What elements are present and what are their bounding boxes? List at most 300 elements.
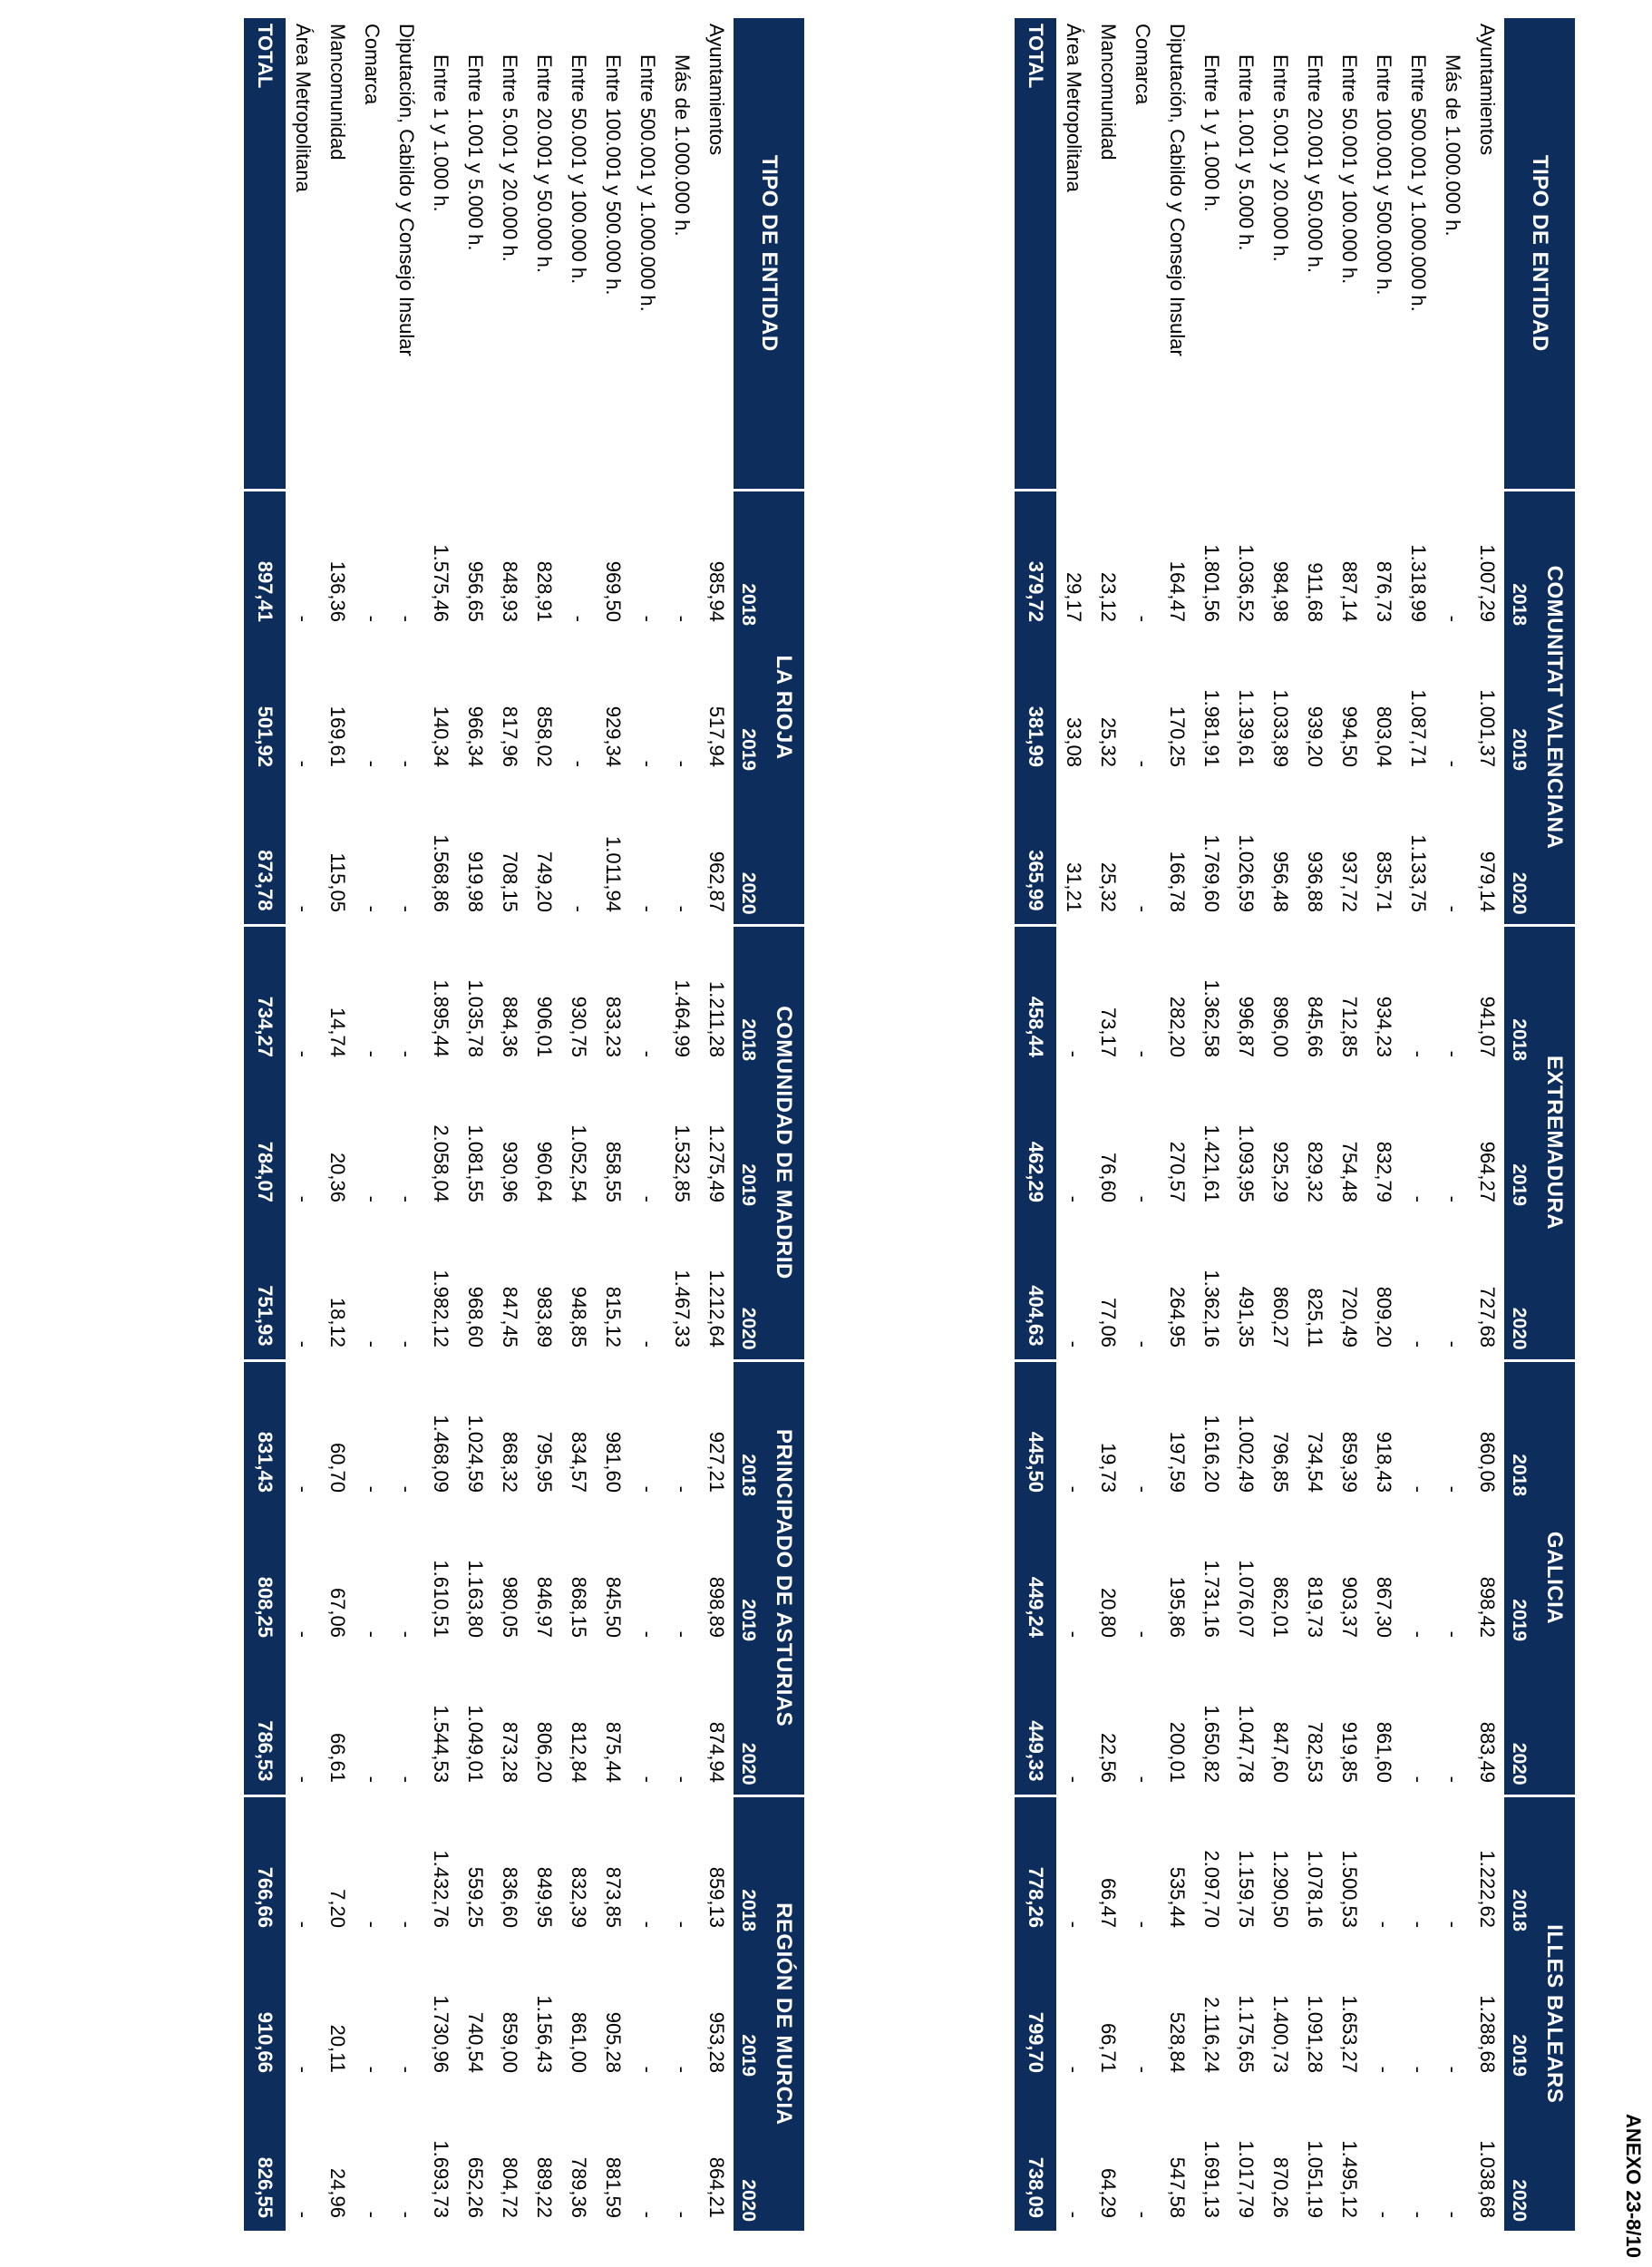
value-cell: 754,48 <box>1338 1141 1361 1202</box>
value-cell: 1.532,85 <box>671 1124 694 1202</box>
row-label: Entre 50.001 y 100.000 h. <box>1338 54 1361 285</box>
total-value: 734,27 <box>244 925 286 1070</box>
value-cell: - <box>671 905 694 912</box>
total-value: 738,09 <box>1015 2086 1056 2231</box>
value-cell: - <box>637 1776 659 1783</box>
table-row <box>492 18 527 2231</box>
total-value: 897,41 <box>244 490 286 635</box>
value-cell: - <box>637 1630 659 1638</box>
table-row <box>423 18 458 2231</box>
year-header: 2020 <box>734 1215 763 1360</box>
value-cell: 77,06 <box>1097 1297 1120 1348</box>
row-label: Ayuntamientos <box>1476 24 1499 156</box>
value-cell: 1.036,52 <box>1235 544 1258 622</box>
value-cell: 846,97 <box>533 1576 556 1638</box>
value-cell: - <box>292 1195 315 1202</box>
value-cell: 934,23 <box>1373 996 1395 1057</box>
value-cell: 33,08 <box>1063 716 1085 767</box>
value-cell: 964,27 <box>1476 1141 1499 1202</box>
value-cell: 23,12 <box>1097 571 1120 622</box>
value-cell: 859,13 <box>705 1866 728 1928</box>
row-label: Ayuntamientos <box>705 24 728 156</box>
value-cell: - <box>292 905 315 912</box>
value-cell: - <box>1132 905 1154 912</box>
value-cell: - <box>671 1921 694 1928</box>
value-cell: 979,14 <box>1476 851 1499 912</box>
value-cell: 861,60 <box>1373 1721 1395 1783</box>
total-value: 501,92 <box>244 635 286 780</box>
value-cell: 1.981,91 <box>1200 689 1223 767</box>
table-block-2 <box>244 18 804 2231</box>
value-cell: - <box>1442 1921 1464 1928</box>
value-cell: 1.769,60 <box>1200 834 1223 912</box>
year-header: 2020 <box>734 780 763 925</box>
value-cell: - <box>671 1776 694 1783</box>
table-row <box>1194 18 1229 2231</box>
total-value: 462,29 <box>1015 1070 1056 1215</box>
value-cell: - <box>1442 1630 1464 1638</box>
table-row <box>355 18 389 2231</box>
value-cell: 862,01 <box>1269 1576 1292 1638</box>
row-label: Área Metropolitana <box>292 24 315 192</box>
value-cell: 825,11 <box>1304 1288 1326 1348</box>
value-cell: 1.011,94 <box>602 835 625 912</box>
value-cell: 1.049,01 <box>464 1705 487 1783</box>
year-header: 2019 <box>734 1941 763 2086</box>
value-cell: 860,06 <box>1476 1431 1499 1493</box>
value-cell: 829,32 <box>1304 1141 1326 1202</box>
value-cell: - <box>1132 2066 1154 2073</box>
total-value: 873,78 <box>244 780 286 925</box>
region-header: LA RIOJA <box>763 490 804 925</box>
value-cell: 25,32 <box>1097 861 1120 912</box>
value-cell: 1.001,37 <box>1476 689 1499 767</box>
value-cell: - <box>637 1340 659 1348</box>
row-label: Entre 5.001 y 20.000 h. <box>1269 54 1292 262</box>
total-value: 404,63 <box>1015 1215 1056 1360</box>
total-value: 778,26 <box>1015 1795 1056 1941</box>
value-cell: - <box>395 1195 418 1202</box>
value-cell: 817,96 <box>499 705 521 767</box>
value-cell: - <box>395 2066 418 2073</box>
value-cell: - <box>292 1485 315 1493</box>
value-cell: 1.139,61 <box>1235 689 1258 767</box>
value-cell: - <box>361 1776 384 1783</box>
value-cell: - <box>568 760 590 767</box>
value-cell: 884,36 <box>499 996 521 1057</box>
value-cell: 1.653,27 <box>1338 1995 1361 2073</box>
value-cell: 860,27 <box>1269 1286 1292 1348</box>
table-row <box>389 18 423 2231</box>
value-cell: - <box>361 2066 384 2073</box>
value-cell: 873,85 <box>602 1866 625 1928</box>
value-cell: - <box>671 1630 694 1638</box>
value-cell: 1.175,65 <box>1235 1995 1258 2073</box>
value-cell: 528,84 <box>1166 2011 1189 2073</box>
total-value: 751,93 <box>244 1215 286 1360</box>
value-cell: 939,20 <box>1304 705 1326 767</box>
value-cell: - <box>1442 615 1464 622</box>
row-label: Comarca <box>1132 24 1154 105</box>
year-header: 2019 <box>1504 1505 1533 1650</box>
value-cell: 803,04 <box>1373 705 1395 767</box>
value-cell: 19,73 <box>1097 1442 1120 1493</box>
value-cell: - <box>292 1050 315 1057</box>
value-cell: 849,95 <box>533 1866 556 1928</box>
value-cell: 1.091,28 <box>1304 1995 1326 2073</box>
value-cell: 708,15 <box>499 851 521 912</box>
total-value: 365,99 <box>1015 780 1056 925</box>
value-cell: 875,44 <box>602 1721 625 1783</box>
value-cell: - <box>1407 2211 1430 2218</box>
value-cell: - <box>1442 2066 1464 2073</box>
year-header: 2019 <box>1504 635 1533 780</box>
annex-label: ANEXO 23-8/10 <box>1622 2114 1645 2258</box>
value-cell: 874,94 <box>705 1721 728 1783</box>
value-cell: 1.650,82 <box>1200 1705 1223 1783</box>
value-cell: - <box>1407 1340 1430 1348</box>
value-cell: 1.212,64 <box>705 1270 728 1348</box>
value-cell: 845,50 <box>602 1576 625 1638</box>
value-cell: 795,95 <box>533 1431 556 1493</box>
value-cell: 1.211,28 <box>705 980 728 1057</box>
value-cell: 24,96 <box>326 2167 349 2218</box>
value-cell: - <box>395 2211 418 2218</box>
value-cell: - <box>292 1630 315 1638</box>
row-label: Entre 1.001 y 5.000 h. <box>1235 54 1258 251</box>
value-cell: 164,47 <box>1166 560 1189 622</box>
row-label: Entre 20.001 y 50.000 h. <box>533 54 556 273</box>
value-cell: 867,30 <box>1373 1576 1395 1638</box>
value-cell: 1.002,49 <box>1235 1415 1258 1493</box>
value-cell: - <box>395 1485 418 1493</box>
value-cell: - <box>1442 760 1464 767</box>
value-cell: 1.464,99 <box>671 979 694 1057</box>
value-cell: 1.693,73 <box>430 2140 452 2218</box>
region-header: ILLES BALEARS <box>1533 1795 1575 2231</box>
value-cell: 812,84 <box>568 1721 590 1783</box>
value-cell: 889,22 <box>533 2156 556 2218</box>
table-row <box>630 18 665 2231</box>
year-header: 2018 <box>1504 925 1533 1070</box>
value-cell: 559,25 <box>464 1866 487 1928</box>
value-cell: - <box>395 1630 418 1638</box>
value-cell: - <box>1407 1921 1430 1928</box>
value-cell: 845,66 <box>1304 996 1326 1057</box>
value-cell: 652,26 <box>464 2156 487 2218</box>
year-header: 2019 <box>734 635 763 780</box>
value-cell: 1.495,12 <box>1338 2140 1361 2218</box>
value-cell: 966,34 <box>464 705 487 767</box>
value-cell: 929,34 <box>602 705 625 767</box>
value-cell: 264,95 <box>1166 1286 1189 1348</box>
value-cell: 1.076,07 <box>1235 1560 1258 1638</box>
value-cell: 1.421,61 <box>1200 1124 1223 1202</box>
value-cell: - <box>1407 1485 1430 1493</box>
value-cell: - <box>637 2066 659 2073</box>
value-cell: - <box>1132 760 1154 767</box>
value-cell: 782,53 <box>1304 1721 1326 1783</box>
value-cell: 1.467,33 <box>671 1270 694 1348</box>
value-cell: 936,88 <box>1304 851 1326 912</box>
value-cell: 796,85 <box>1269 1431 1292 1493</box>
value-cell: 1.051,19 <box>1304 2140 1326 2218</box>
row-label: Diputación, Cabildo y Consejo Insular <box>395 24 418 356</box>
value-cell: 833,23 <box>602 996 625 1057</box>
value-cell: - <box>1063 1050 1085 1057</box>
region-header-row <box>1533 18 1575 2231</box>
year-header: 2019 <box>1504 1070 1533 1215</box>
row-label: Área Metropolitana <box>1063 24 1085 192</box>
entity-type-header: TIPO DE ENTIDAD <box>734 18 804 490</box>
table-row <box>1366 18 1401 2231</box>
value-cell: 60,70 <box>326 1442 349 1493</box>
table-row <box>1435 18 1470 2231</box>
value-cell: - <box>292 1776 315 1783</box>
value-cell: 29,17 <box>1063 571 1085 622</box>
value-cell: 1.038,68 <box>1476 2140 1499 2218</box>
value-cell: 1.362,16 <box>1200 1270 1223 1348</box>
value-cell: 14,74 <box>326 1007 349 1057</box>
value-cell: 1.468,09 <box>430 1415 452 1493</box>
row-label: Entre 100.001 y 500.000 h. <box>602 54 625 296</box>
value-cell: - <box>1063 1776 1085 1783</box>
table-row <box>1056 18 1091 2231</box>
value-cell: 1.024,59 <box>464 1415 487 1493</box>
value-cell: - <box>637 1050 659 1057</box>
value-cell: 200,01 <box>1166 1721 1189 1783</box>
value-cell: 930,75 <box>568 996 590 1057</box>
value-cell: 195,86 <box>1166 1576 1189 1638</box>
value-cell: 847,60 <box>1269 1721 1292 1783</box>
value-cell: 66,47 <box>1097 1877 1120 1928</box>
value-cell: 20,36 <box>326 1152 349 1202</box>
table-row <box>1332 18 1366 2231</box>
region-header-row <box>763 18 804 2231</box>
year-header: 2020 <box>1504 780 1533 925</box>
value-cell: 828,91 <box>533 560 556 622</box>
value-cell: 858,02 <box>533 705 556 767</box>
value-cell: - <box>1132 1921 1154 1928</box>
total-value: 910,66 <box>244 1941 286 2086</box>
value-cell: - <box>1063 2066 1085 2073</box>
year-header: 2018 <box>1504 1360 1533 1505</box>
region-header: COMUNIDAD DE MADRID <box>763 925 804 1360</box>
region-header: PRINCIPADO DE ASTURIAS <box>763 1360 804 1795</box>
row-label: Entre 1 y 1.000 h. <box>430 54 452 212</box>
row-label: Entre 1 y 1.000 h. <box>1200 54 1223 212</box>
row-label: Entre 5.001 y 20.000 h. <box>499 54 521 262</box>
value-cell: 819,73 <box>1304 1576 1326 1638</box>
value-cell: - <box>1442 905 1464 912</box>
total-value: 449,33 <box>1015 1650 1056 1795</box>
region-header: COMUNITAT VALENCIANA <box>1533 490 1575 925</box>
value-cell: - <box>361 1050 384 1057</box>
value-cell: - <box>292 2066 315 2073</box>
value-cell: 282,20 <box>1166 996 1189 1057</box>
value-cell: 896,00 <box>1269 996 1292 1057</box>
total-label: TOTAL <box>1015 18 1056 490</box>
value-cell: 2.097,70 <box>1200 1850 1223 1928</box>
value-cell: 76,60 <box>1097 1152 1120 1202</box>
value-cell: - <box>568 905 590 912</box>
value-cell: 535,44 <box>1166 1866 1189 1928</box>
value-cell: 873,28 <box>499 1721 521 1783</box>
value-cell: 2.058,04 <box>430 1124 452 1202</box>
year-header: 2020 <box>1504 2086 1533 2231</box>
table-row <box>1470 18 1504 2231</box>
value-cell: 169,61 <box>326 705 349 767</box>
value-cell: 906,01 <box>533 996 556 1057</box>
value-cell: 1.288,68 <box>1476 1995 1499 2073</box>
value-cell: - <box>1063 1340 1085 1348</box>
value-cell: - <box>637 2211 659 2218</box>
value-cell: 1.081,55 <box>464 1124 487 1202</box>
value-cell: 491,35 <box>1235 1286 1258 1348</box>
value-cell: - <box>1407 1050 1430 1057</box>
value-cell: - <box>1373 2211 1395 2218</box>
value-cell: 1.007,29 <box>1476 544 1499 622</box>
value-cell: 1.691,13 <box>1200 2140 1223 2218</box>
value-cell: - <box>637 760 659 767</box>
value-cell: - <box>637 615 659 622</box>
value-cell: - <box>361 2211 384 2218</box>
value-cell: 1.222,62 <box>1476 1850 1499 1928</box>
value-cell: 868,32 <box>499 1431 521 1493</box>
value-cell: 1.047,78 <box>1235 1705 1258 1783</box>
value-cell: 804,72 <box>499 2156 521 2218</box>
total-label: TOTAL <box>244 18 286 490</box>
value-cell: 1.575,46 <box>430 544 452 622</box>
value-cell: - <box>637 1921 659 1928</box>
year-header: 2020 <box>734 2086 763 2231</box>
value-cell: 864,21 <box>705 2156 728 2218</box>
value-cell: 836,60 <box>499 1866 521 1928</box>
value-cell: 876,73 <box>1373 560 1395 622</box>
value-cell: - <box>1407 1776 1430 1783</box>
value-cell: 809,20 <box>1373 1286 1395 1348</box>
value-cell: 20,11 <box>326 2024 349 2073</box>
value-cell: 834,57 <box>568 1431 590 1493</box>
value-cell: 948,85 <box>568 1286 590 1348</box>
value-cell: 956,48 <box>1269 851 1292 912</box>
value-cell: 749,20 <box>533 851 556 912</box>
year-header: 2020 <box>734 1650 763 1795</box>
value-cell: 734,54 <box>1304 1431 1326 1493</box>
value-cell: 858,55 <box>602 1141 625 1202</box>
value-cell: - <box>637 1195 659 1202</box>
value-cell: 1.730,96 <box>430 1995 452 2073</box>
value-cell: - <box>395 1050 418 1057</box>
value-cell: 166,78 <box>1166 851 1189 912</box>
value-cell: 881,59 <box>602 2156 625 2218</box>
value-cell: - <box>361 1340 384 1348</box>
value-cell: - <box>1132 1340 1154 1348</box>
row-label: Entre 500.001 y 1.000.000 h. <box>637 54 659 312</box>
value-cell: 996,87 <box>1235 996 1258 1057</box>
year-header: 2019 <box>1504 1941 1533 2086</box>
value-cell: 969,50 <box>602 560 625 622</box>
value-cell: 848,93 <box>499 560 521 622</box>
table-row <box>320 18 355 2231</box>
value-cell: 1.033,89 <box>1269 689 1292 767</box>
row-label: Mancomunidad <box>1097 24 1120 161</box>
value-cell: 1.275,49 <box>705 1124 728 1202</box>
entity-type-header: TIPO DE ENTIDAD <box>1504 18 1575 490</box>
value-cell: 270,57 <box>1166 1141 1189 1202</box>
year-header: 2019 <box>734 1505 763 1650</box>
value-cell: 18,12 <box>326 1297 349 1348</box>
value-cell: 547,58 <box>1166 2156 1189 2218</box>
value-cell: - <box>395 760 418 767</box>
year-header: 2018 <box>1504 1795 1533 1941</box>
value-cell: - <box>1132 1776 1154 1783</box>
year-header: 2018 <box>734 1795 763 1941</box>
value-cell: 1.731,16 <box>1200 1560 1223 1638</box>
value-cell: 868,15 <box>568 1576 590 1638</box>
value-cell: - <box>671 2211 694 2218</box>
year-header: 2019 <box>734 1070 763 1215</box>
value-cell: - <box>1132 1195 1154 1202</box>
value-cell: 1.026,59 <box>1235 834 1258 912</box>
table-row <box>561 18 596 2231</box>
value-cell: - <box>395 905 418 912</box>
row-label: Mancomunidad <box>326 24 349 161</box>
value-cell: 1.362,58 <box>1200 979 1223 1057</box>
value-cell: 1.318,99 <box>1407 544 1430 622</box>
year-header: 2018 <box>734 1360 763 1505</box>
value-cell: 984,98 <box>1269 560 1292 622</box>
value-cell: - <box>395 1921 418 1928</box>
row-label: Entre 50.001 y 100.000 h. <box>568 54 590 285</box>
value-cell: - <box>1373 1921 1395 1928</box>
value-cell: - <box>361 615 384 622</box>
value-cell: 140,34 <box>430 705 452 767</box>
value-cell: 832,79 <box>1373 1141 1395 1202</box>
value-cell: 870,26 <box>1269 2156 1292 2218</box>
value-cell: 1.610,51 <box>430 1560 452 1638</box>
value-cell: 981,60 <box>602 1431 625 1493</box>
value-cell: - <box>361 760 384 767</box>
value-cell: - <box>361 1630 384 1638</box>
value-cell: 980,05 <box>499 1576 521 1638</box>
value-cell: 1.035,78 <box>464 979 487 1057</box>
row-label: Entre 1.001 y 5.000 h. <box>464 54 487 251</box>
value-cell: 1.616,20 <box>1200 1415 1223 1493</box>
value-cell: - <box>1063 1630 1085 1638</box>
value-cell: - <box>361 1195 384 1202</box>
table-row <box>1401 18 1435 2231</box>
value-cell: 953,28 <box>705 2011 728 2073</box>
value-cell: 1.052,54 <box>568 1124 590 1202</box>
value-cell: - <box>1442 1776 1464 1783</box>
value-cell: 73,17 <box>1097 1007 1120 1057</box>
value-cell: - <box>671 760 694 767</box>
value-cell: 859,00 <box>499 2011 521 2073</box>
value-cell: 31,21 <box>1063 861 1085 912</box>
total-value: 381,99 <box>1015 635 1056 780</box>
value-cell: 925,29 <box>1269 1141 1292 1202</box>
data-table <box>1015 18 1575 2231</box>
value-cell: 815,12 <box>602 1286 625 1348</box>
value-cell: 115,05 <box>326 852 349 912</box>
value-cell: 1.156,43 <box>533 1995 556 2073</box>
table-row <box>699 18 734 2231</box>
value-cell: - <box>395 615 418 622</box>
value-cell: 919,85 <box>1338 1721 1361 1783</box>
region-header: REGIÓN DE MURCIA <box>763 1795 804 2231</box>
table-row <box>1125 18 1160 2231</box>
